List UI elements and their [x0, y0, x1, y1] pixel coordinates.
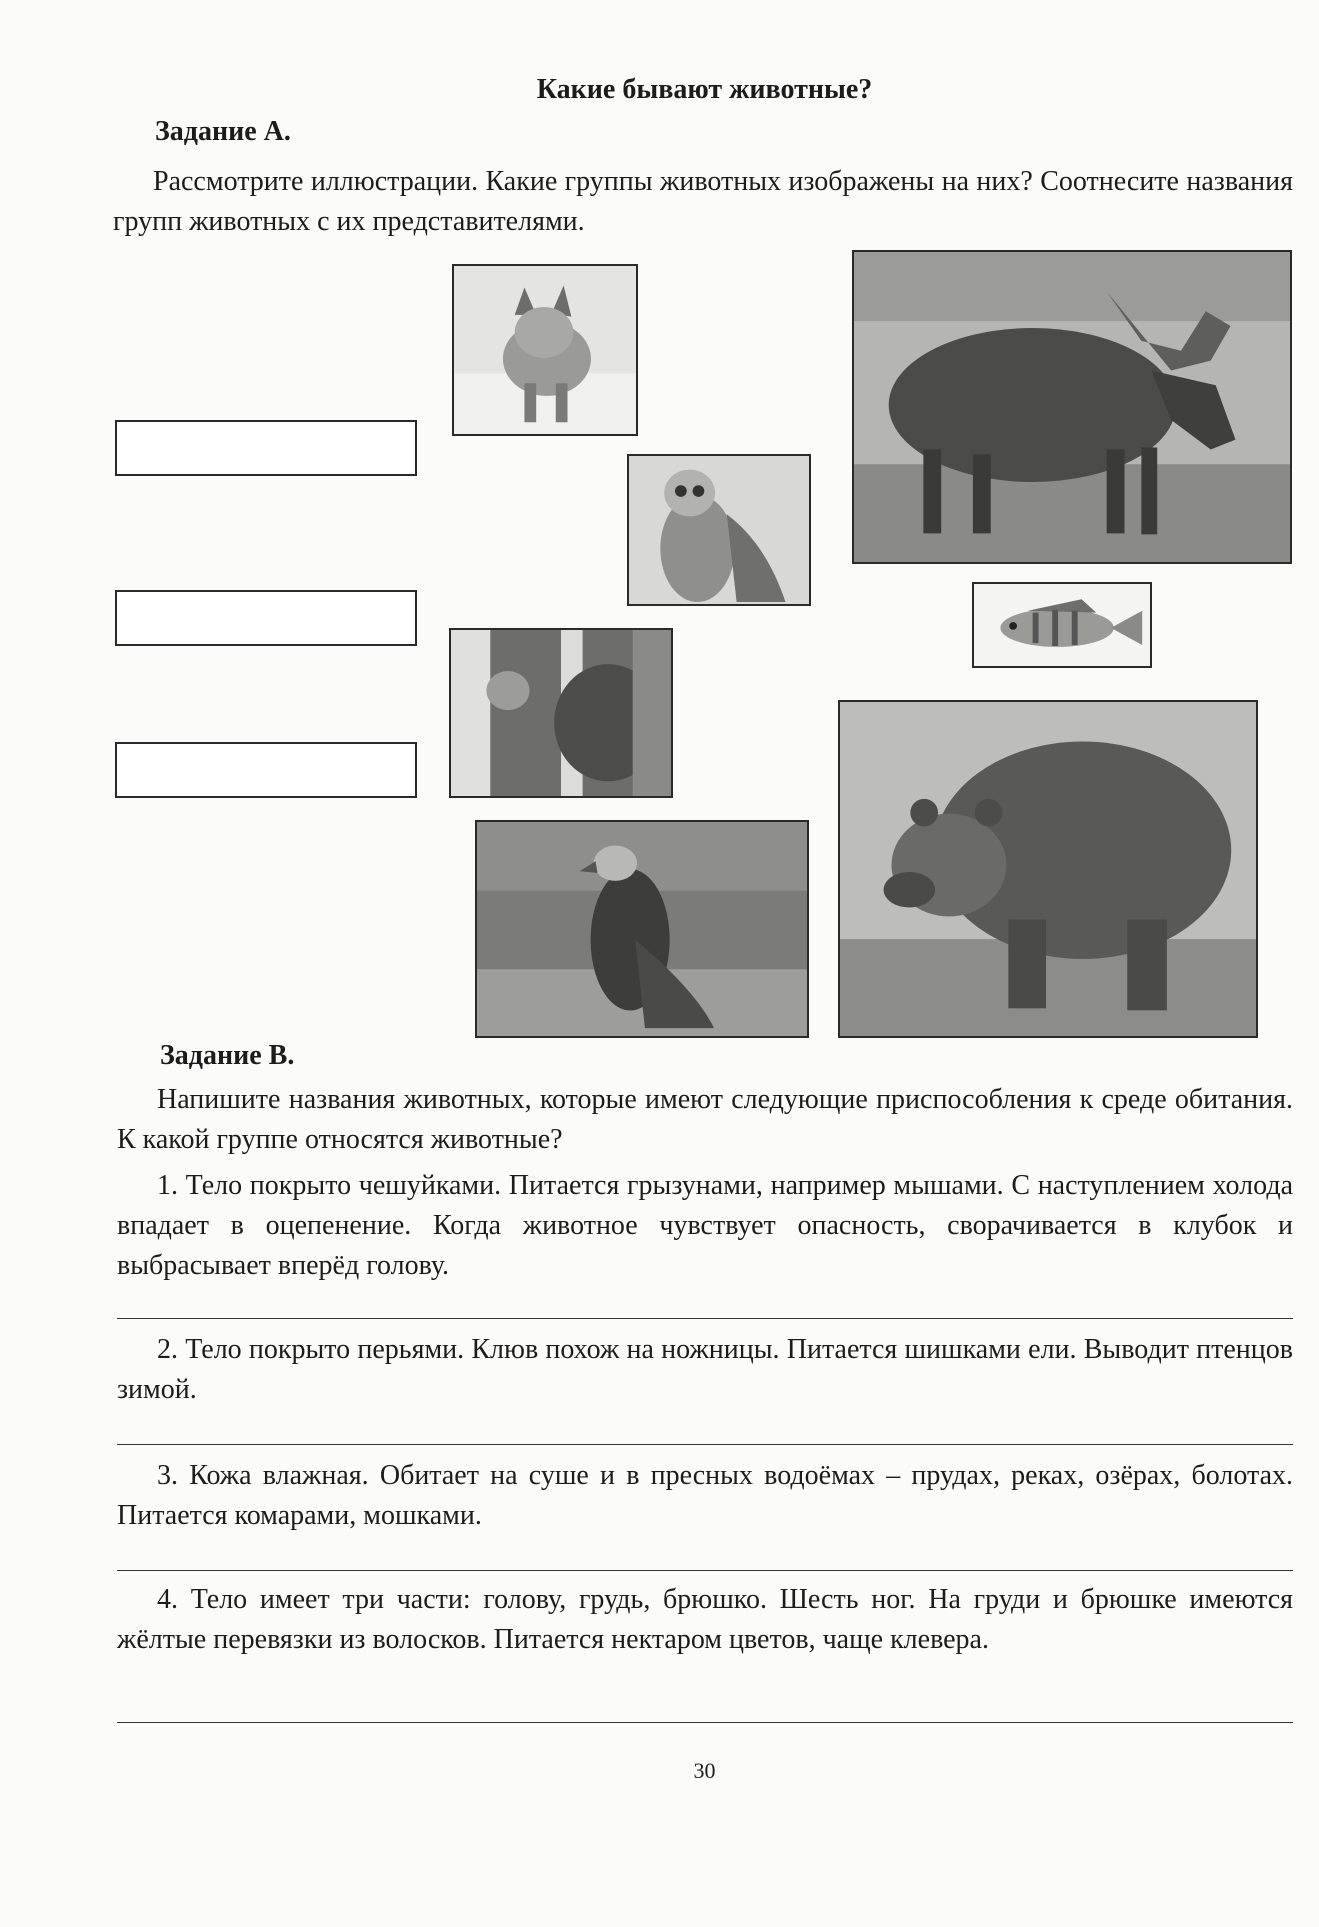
task-b-item-2: 2. Тело покрыто перьями. Клюв похож на ножницы. Питается шишками ели. Выводит птенцов зимой. — [117, 1334, 1293, 1405]
answer-line-2[interactable] — [117, 1444, 1293, 1445]
page-number: 30 — [693, 1758, 716, 1783]
task-b-instruction: Напишите названия животных, которые имеют следующие приспособления к среде обитания. К какой группе относятся животные? — [117, 1084, 1293, 1155]
answer-line-1[interactable] — [117, 1318, 1293, 1319]
moose-photo — [852, 250, 1292, 564]
answer-box-2[interactable] — [115, 590, 417, 646]
answer-box-1[interactable] — [115, 420, 417, 476]
answer-line-3[interactable] — [117, 1570, 1293, 1571]
task-b-heading: Задание В. — [160, 1040, 295, 1071]
answer-line-4[interactable] — [117, 1722, 1293, 1723]
task-b-item-3: 3. Кожа влажная. Обитает на суше и в пресных водоёмах – прудах, реках, озёрах, болотах. Питается комарами, мошками. — [117, 1460, 1293, 1531]
page-title: Какие бывают животные? — [536, 74, 873, 105]
task-b-item-4: 4. Тело имеет три части: голову, грудь, брюшко. Шесть ног. На груди и брюшке имеются жёлтые перевязки из волосков. Питается нектаром цветов, чаще клевера. — [117, 1584, 1293, 1655]
fox-photo — [452, 264, 638, 436]
lynx-photo — [449, 628, 673, 798]
answer-box-3[interactable] — [115, 742, 417, 798]
bear-photo — [838, 700, 1258, 1038]
task-b-item-1: 1. Тело покрыто чешуйками. Питается грызунами, например мышами. С наступлением холода впадает в оцепенение. Когда животное чувствует опасность, сворачивается в клубок и выбрасывает вперёд голову. — [117, 1170, 1293, 1281]
task-a-heading: Задание А. — [155, 116, 291, 147]
task-a-instruction: Рассмотрите иллюстрации. Какие группы животных изображены на них? Соотнесите названия групп животных с их представителями. — [113, 166, 1293, 237]
perch-photo — [972, 582, 1152, 668]
eagle-photo — [475, 820, 809, 1038]
owl-photo — [627, 454, 811, 606]
